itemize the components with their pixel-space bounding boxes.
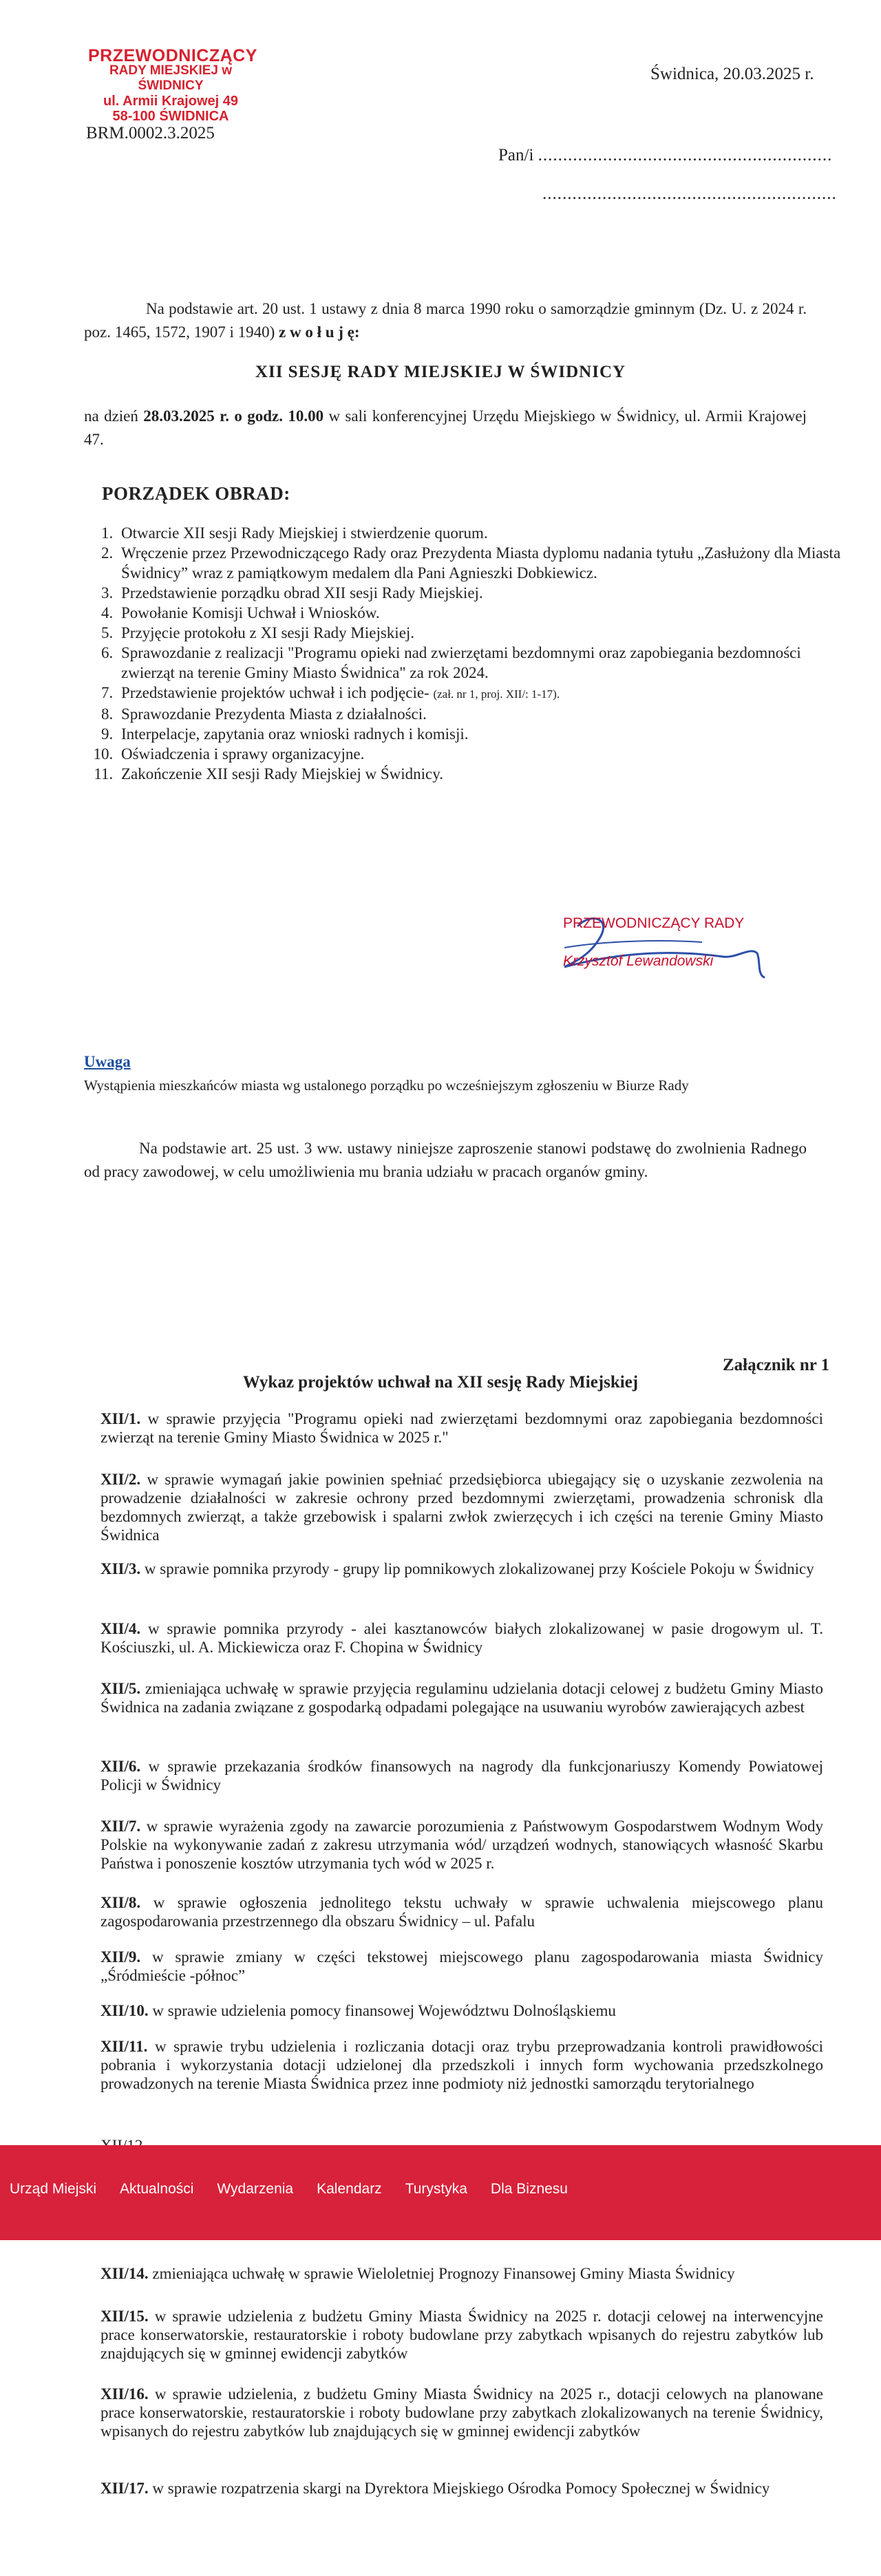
agenda-item	[117, 683, 847, 704]
project-item	[100, 1948, 823, 1985]
agenda-item: 5. Przyjęcie protokołu z XI sesji Rady Miejskiej.	[117, 623, 847, 643]
site-navigation-bar	[0, 2145, 881, 2240]
project-number: XII/6.	[100, 1758, 141, 1775]
project-text: zmieniająca uchwałę w sprawie przyjęcia regulaminu udzielania dotacji celowej z budżetu Gminy Miasto Świdnica na zadania związane z gospodarką odpadami polegające na usuwaniu wyrobów zawierających azbest	[100, 1680, 824, 1716]
addressee-block	[498, 146, 832, 165]
intro-text: Na podstawie art. 20 ust. 1 ustawy z dnia 8 marca 1990 roku o samorządzie gminnym (Dz. U. z 2024 r. poz. 1465, 1572, 1907 i 1940)	[84, 300, 807, 341]
project-item	[100, 1560, 823, 1578]
agenda-item: 6. Sprawozdanie z realizacji "Programu opieki nad zwierzętami bezdomnymi oraz zapobiegania bezdomności zwierząt na terenie Gminy Miasto Świdnica" za rok 2024.	[117, 643, 847, 683]
council-chairman-stamp	[88, 46, 257, 124]
project-item	[100, 1893, 823, 1930]
stamp-line: ul. Armii Krajowej 49	[103, 94, 238, 109]
project-text: w sprawie wymagań jakie powinien spełniać przedsiębiorca ubiegający się o uzyskanie zezwolenia na prowadzenie działalności w zakresie ochrony przed bezdomnymi zwierzętami, prowadzenia schronisk dla bezdomnych zwierząt, a także grzebowisk i spalarni zwłok zwierzęcych i ich części na terenie Gminy Miasto Świdnica	[100, 1471, 823, 1544]
project-number: XII/17.	[100, 2480, 149, 2497]
session-title: XII SESJĘ RADY MIEJSKIEJ W ŚWIDNICY	[255, 363, 626, 381]
obscured-project-item	[100, 2137, 147, 2145]
agenda-item-text: Przedstawienie projektów uchwał i ich podjęcie-	[121, 684, 429, 701]
project-text: w sprawie ogłoszenia jednolitego tekstu uchwały w sprawie uchwalenia miejscowego planu zagospodarowania przestrzennego dla obszaru Świdnicy – ul. Pafalu	[100, 1894, 824, 1930]
project-number: XII/15.	[100, 2308, 149, 2325]
agenda-list	[83, 523, 847, 784]
nav-menu	[0, 2181, 568, 2197]
note-label: Uwaga	[84, 1053, 131, 1070]
legal-note: Na podstawie art. 25 ust. 3 ww. ustawy niniejsze zaproszenie stanowi podstawę do zwolnienia Radnego od pracy zawodowej, w celu umożliwienia mu brania udziału w pracach organów gminy.	[84, 1140, 807, 1180]
intro-paragraph	[84, 297, 807, 344]
project-text: w sprawie przyjęcia "Programu opieki nad zwierzętami bezdomnymi oraz zapobiegania bezdomności zwierząt na terenie Gminy Miasto Świdnica w 2025 r."	[100, 1410, 824, 1446]
nav-item-urzad-miejski[interactable]: Urząd Miejski	[10, 2181, 97, 2197]
agenda-item: 2. Wręczenie przez Przewodniczącego Rady oraz Prezydenta Miasta dyplomu nadania tytułu „Zasłużony dla Miasta Świdnicy” wraz z pamiątkowym medalem dla Pani Agnieszki Dobkiewicz.	[117, 543, 847, 583]
project-item	[100, 2037, 823, 2093]
project-item	[100, 2479, 823, 2498]
nav-item-kalendarz[interactable]: Kalendarz	[317, 2181, 382, 2197]
project-item	[100, 2385, 823, 2440]
session-datetime: 28.03.2025 r. o godz. 10.00	[143, 407, 324, 425]
project-text: w sprawie pomnika przyrody - alei kasztanowców białych zlokalizowanej w pasie drogowym ul. T. Kościuszki, ul. A. Mickiewicza oraz F. Chopina w Świdnicy	[100, 1620, 823, 1656]
project-number: XII/5.	[100, 1680, 141, 1697]
attachment-title: Wykaz projektów uchwał na XII sesję Rady Miejskiej	[242, 1373, 639, 1392]
date-place: Świdnica, 20.03.2025 r.	[650, 65, 814, 83]
stamp-line: PRZEWODNICZĄCY	[88, 46, 257, 65]
project-text: w sprawie pomnika przyrody - grupy lip pomnikowych zlokalizowanej przy Kościele Pokoju w Świdnicy	[144, 1560, 814, 1577]
note-text: Wystąpienia mieszkańców miasta wg ustalonego porządku po wcześniejszym zgłoszeniu w Biurze Rady	[84, 1077, 689, 1094]
agenda-item: 10. Oświadczenia i sprawy organizacyjne.	[117, 744, 847, 764]
stamp-line: 58-100 ŚWIDNICA	[112, 109, 229, 124]
nav-item-aktualnosci[interactable]: Aktualności	[120, 2181, 194, 2197]
project-item	[100, 2264, 823, 2283]
stamp-line: RADY MIEJSKIEJ w ŚWIDNICY	[109, 63, 233, 93]
project-text: zmieniająca uchwałę w sprawie Wieloletniej Prognozy Finansowej Gminy Miasta Świdnicy	[152, 2265, 735, 2282]
nav-item-dla-biznesu[interactable]: Dla Biznesu	[490, 2181, 568, 2197]
project-number: XII/10.	[100, 2002, 149, 2019]
session-when-prefix: na dzień	[84, 407, 138, 425]
project-number: XII/2.	[100, 1471, 141, 1488]
project-item	[100, 1757, 823, 1794]
agenda-item: 1. Otwarcie XII sesji Rady Miejskiej i stwierdzenie quorum.	[117, 523, 847, 543]
project-text: w sprawie udzielenia pomocy finansowej Województwu Dolnośląskiemu	[152, 2002, 616, 2019]
project-text: w sprawie rozpatrzenia skargi na Dyrektora Miejskiego Ośrodka Pomocy Społecznej w Świdnicy	[152, 2480, 770, 2497]
project-number: XII/4.	[100, 1620, 141, 1637]
addressee-dots: ...........................................................	[538, 146, 833, 164]
project-item	[100, 1470, 823, 1544]
session-details	[84, 405, 807, 451]
project-number: XII/3.	[100, 1560, 141, 1577]
project-number: XII/8.	[100, 1894, 141, 1911]
nav-item-wydarzenia[interactable]: Wydarzenia	[217, 2181, 294, 2197]
project-number: XII/9.	[100, 1948, 141, 1966]
project-number: XII/7.	[100, 1818, 141, 1835]
signature-title: PRZEWODNICZĄCY RADY	[563, 915, 745, 931]
project-item	[100, 1409, 823, 1447]
project-number: XII/14.	[100, 2265, 149, 2282]
signature-name: Krzysztof Lewandowski	[563, 953, 714, 969]
project-text: w sprawie udzielenia, z budżetu Gminy Miasta Świdnicy na 2025 r., dotacji celowych na planowane prace konserwatorskie, restauratorskie i roboty budowlane przy zabytkach zlokalizowanych na terenie Świdnicy, wpisanych do rejestru zabytków lub znajdujących się w gminnej ewidencji zabytków	[100, 2385, 824, 2440]
project-text: w sprawie udzielenia z budżetu Gminy Miasta Świdnicy na 2025 r. dotacji celowej na interwencyjne prace konserwatorskie, restauratorskie i roboty budowlane przy zabytkach wpisanych do rejestru zabytków lub znajdujących się w gminnej ewidencji zabytków	[100, 2308, 823, 2362]
project-text: w sprawie przekazania środków finansowych na nagrody dla funkcjonariuszy Komendy Powiatowej Policji w Świdnicy	[100, 1758, 824, 1793]
project-number: XII/11.	[100, 2038, 148, 2055]
project-item	[100, 1619, 823, 1657]
nav-item-turystyka[interactable]: Turystyka	[405, 2181, 467, 2197]
attachment-label: Załącznik nr 1	[723, 1356, 830, 1374]
project-number: XII/16.	[100, 2385, 149, 2403]
addressee-dots-2: ...........................................................	[542, 184, 837, 203]
handwritten-signature	[551, 898, 778, 988]
agenda-item: 3. Przedstawienie porządku obrad XII sesji Rady Miejskiej.	[117, 583, 847, 603]
project-item	[100, 1817, 823, 1873]
session-where: w sali konferencyjnej Urzędu Miejskiego w Świdnicy, ul. Armii Krajowej 47.	[84, 407, 807, 448]
convene-word: z w o ł u j ę:	[279, 323, 360, 341]
project-text: w sprawie zmiany w części tekstowej miejscowego planu zagospodarowania miasta Świdnicy „Śródmieście -północ”	[100, 1948, 823, 1984]
agenda-item-note: (zał. nr 1, proj. XII/: 1-17).	[433, 688, 560, 701]
agenda-item: 11. Zakończenie XII sesji Rady Miejskiej w Świdnicy.	[117, 764, 847, 784]
project-item	[100, 2307, 823, 2363]
project-item	[100, 1679, 823, 1716]
agenda-heading: PORZĄDEK OBRAD:	[102, 483, 290, 504]
agenda-item: 9. Interpelacje, zapytania oraz wnioski radnych i komisji.	[117, 724, 847, 744]
agenda-item: 8. Sprawozdanie Prezydenta Miasta z działalności.	[117, 704, 847, 724]
project-number: XII/1.	[100, 1410, 141, 1427]
agenda-item: 4. Powołanie Komisji Uchwał i Wniosków.	[117, 603, 847, 623]
reference-number: BRM.0002.3.2025	[86, 124, 215, 142]
project-text: w sprawie trybu udzielenia i rozliczania dotacji oraz trybu przeprowadzania kontroli prawidłowości pobrania i wykorzystania dotacji udzielonej dla przedszkoli i innych form wychowania przedszkolnego prowadzonych na terenie Miasta Świdnica przez inne podmioty niż jednostki samorządu terytorialnego	[100, 2038, 823, 2092]
project-item	[100, 2001, 823, 2020]
project-text: w sprawie wyrażenia zgody na zawarcie porozumienia z Państwowym Gospodarstwem Wodnym Wody Polskie na wykonywanie zadań z zakresu utrzymania wód/ urządzeń wodnych, stanowiących własność Skarbu Państwa i ponoszenie kosztów utrzymania tych wód w 2025 r.	[100, 1818, 824, 1872]
addressee-label: Pan/i	[498, 146, 534, 164]
